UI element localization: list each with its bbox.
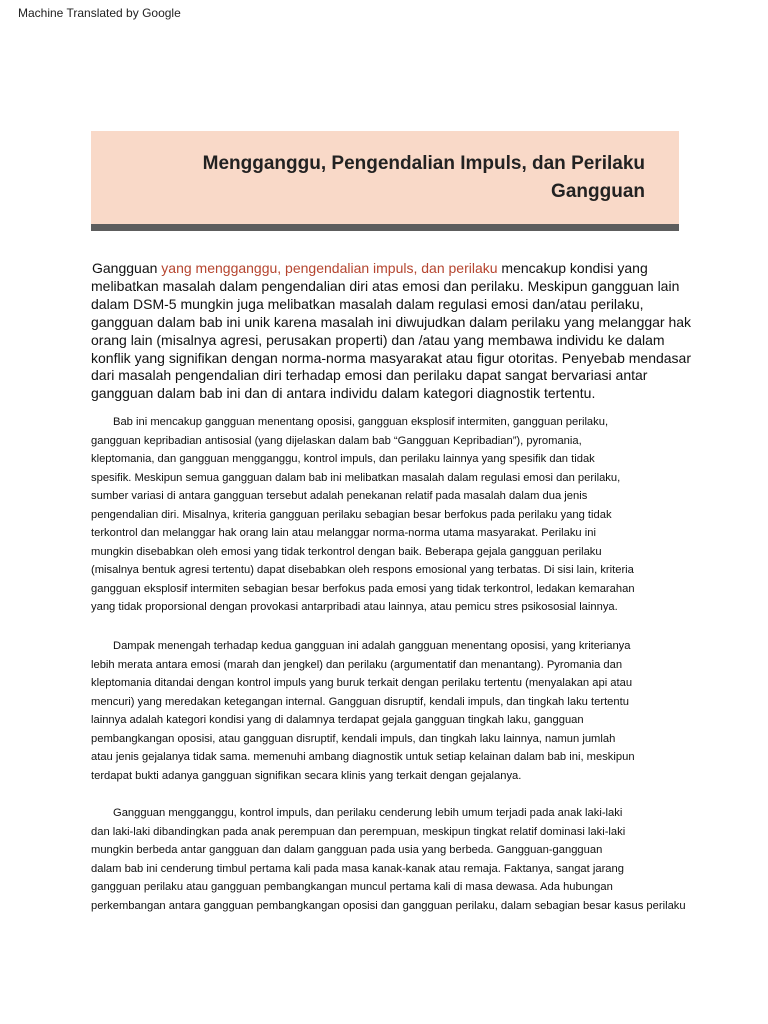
intro-highlight-term: yang mengganggu, pengendalian impuls, dan perilaku: [161, 260, 498, 276]
paragraph-line: pembangkangan oposisi, atau gangguan disruptif, kendali impuls, dan tingkah laku lainnya, namun jumlah: [91, 732, 616, 745]
paragraph-line: yang tidak proporsional dengan provokasi antarpribadi atau lainnya, atau pemicu stres psikososial lainnya.: [91, 601, 618, 613]
intro-after-highlight: mencakup kondisi yang: [497, 260, 648, 276]
chapter-title: [91, 150, 645, 206]
paragraph-line: perkembangan antara gangguan pembangkangan oposisi dan gangguan perilaku, dalam sebagian besar kasus perilaku: [91, 899, 686, 912]
intro-line: melibatkan masalah dalam pengendalian diri atas emosi dan perilaku. Meskipun gangguan lain: [91, 277, 680, 294]
paragraph-line: (misalnya bentuk agresi tertentu) dapat disebabkan oleh respons emosional yang terbatas. Di sisi lain, kriteria: [91, 564, 634, 576]
paragraph-line: mencuri) yang meredakan ketegangan internal. Gangguan disruptif, kendali impuls, dan tingkah laku tertentu: [91, 695, 629, 708]
intro-line: orang lain (misalnya agresi, perusakan properti) dan /atau yang membawa individu ke dalam: [91, 331, 665, 348]
paragraph-line: dalam bab ini cenderung timbul pertama kali pada masa kanak-kanak atau remaja. Faktanya, sangat jarang: [91, 862, 624, 875]
paragraph-line: gangguan eksplosif intermiten sebagian besar berfokus pada emosi yang tidak terkontrol, ledakan kemarahan: [91, 582, 635, 595]
paragraph-line: lebih merata antara emosi (marah dan jengkel) dan perilaku (argumentatif dan menantang). Pyromania dan: [91, 658, 623, 671]
paragraph-line: mungkin disebabkan oleh emosi yang tidak terkontrol dengan baik. Beberapa gejala gangguan perilaku: [91, 545, 602, 558]
paragraph-line: lainnya adalah kategori kondisi yang di dalamnya terdapat gejala gangguan tingkah laku, gangguan: [91, 714, 584, 726]
paragraph-line: pengendalian diri. Misalnya, kriteria gangguan perilaku sebagian besar berfokus pada perilaku yang tidak: [91, 508, 612, 521]
paragraph-line: terdapat bukti adanya gangguan signifikan secara klinis yang terkait dengan gejalanya.: [91, 769, 522, 782]
paragraph-line: atau jenis gejalanya tidak sama. memenuhi ambang diagnostik untuk setiap kelainan dalam bab ini, meskipun: [91, 751, 635, 763]
intro-line: dalam DSM-5 mungkin juga melibatkan masalah dalam regulasi emosi dan/atau perilaku,: [91, 295, 644, 312]
intro-lead: Gangguan: [92, 260, 162, 276]
body-paragraph-1: [91, 413, 739, 617]
paragraph-line: Dampak menengah terhadap kedua gangguan ini adalah gangguan menentang oposisi, yang kriterianya: [113, 640, 631, 652]
body-paragraph-2: [91, 637, 739, 785]
intro-paragraph: [91, 260, 691, 403]
paragraph-line: mungkin berbeda antar gangguan dan dalam gangguan pada usia yang berbeda. Gangguan-gangguan: [91, 844, 603, 856]
paragraph-line: sumber variasi di antara gangguan tersebut adalah penekanan relatif pada masalah dalam dua jenis: [91, 490, 588, 502]
paragraph-line: dan laki-laki dibandingkan pada anak perempuan dan perempuan, meskipun tingkat relatif dominasi laki-laki: [91, 825, 626, 838]
intro-line: dari masalah pengendalian diri terhadap emosi dan perilaku dapat sangat bervariasi antar: [91, 367, 648, 384]
intro-line: konflik yang signifikan dengan norma-norma masyarakat atau figur otoritas. Penyebab mendasar: [91, 349, 691, 366]
chapter-title-line-1: Mengganggu, Pengendalian Impuls, dan Perilaku: [202, 153, 645, 174]
paragraph-line: Gangguan mengganggu, kontrol impuls, dan perilaku cenderung lebih umum terjadi pada anak laki-laki: [113, 807, 623, 819]
intro-line: [91, 260, 691, 278]
paragraph-line: gangguan perilaku atau gangguan pembangkangan muncul pertama kali di masa dewasa. Ada hubungan: [91, 881, 613, 893]
machine-translated-label: Machine Translated by Google: [18, 6, 181, 20]
title-underline-rule: [91, 224, 679, 231]
paragraph-line: kleptomania ditandai dengan kontrol impuls yang buruk terkait dengan perilaku tertentu (menyalakan api atau: [91, 677, 633, 689]
paragraph-line: terkontrol dan melanggar hak orang lain atau melanggar norma-norma utama masyarakat. Perilaku ini: [91, 527, 596, 539]
paragraph-line: gangguan kepribadian antisosial (yang dijelaskan dalam bab “Gangguan Kepribadian”), pyromania,: [91, 434, 582, 447]
intro-line: gangguan dalam bab ini unik karena masalah ini diwujudkan dalam perilaku yang melanggar hak: [91, 313, 692, 330]
body-paragraph-3: [91, 804, 739, 915]
chapter-title-line-2: Gangguan: [551, 181, 645, 202]
paragraph-line: kleptomania, dan gangguan mengganggu, kontrol impuls, dan perilaku lainnya yang spesifik dan tidak: [91, 453, 595, 465]
intro-line: gangguan dalam bab ini dan di antara individu dalam kategori diagnostik tertentu.: [91, 385, 596, 402]
paragraph-line: Bab ini mencakup gangguan menentang oposisi, gangguan eksplosif intermiten, gangguan perilaku,: [113, 416, 609, 428]
paragraph-line: spesifik. Meskipun semua gangguan dalam bab ini melibatkan masalah dalam regulasi emosi dan perilaku,: [91, 471, 621, 484]
